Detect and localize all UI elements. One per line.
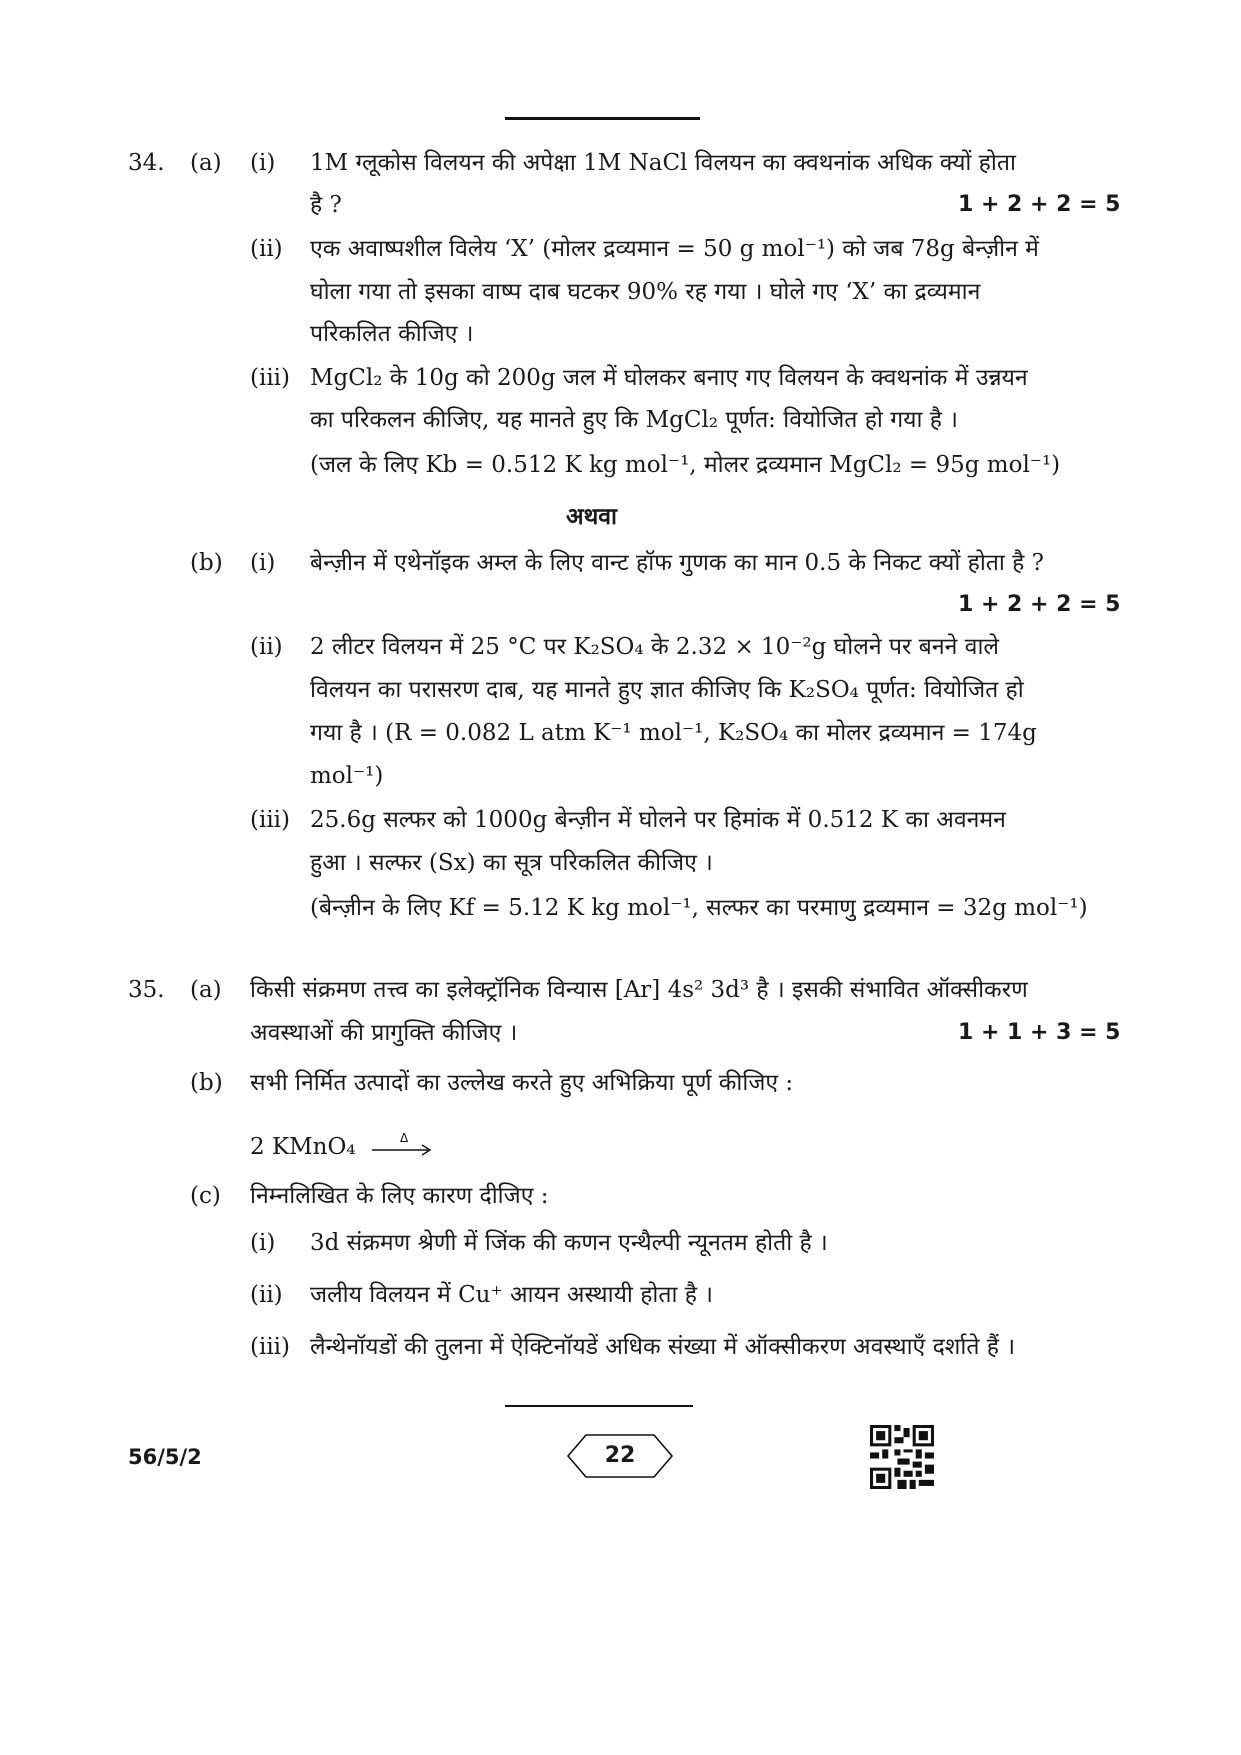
- q34-a-iii-label: (iii): [250, 365, 291, 391]
- q35-part-b-label: (b): [190, 1070, 223, 1096]
- q34-a-iii-data: (जल के लिए Kb = 0.512 K kg mol⁻¹, मोलर द्रव्यमान MgCl₂ = 95g mol⁻¹): [310, 452, 1061, 478]
- q35-c-ii-text: जलीय विलयन में Cu⁺ आयन अस्थायी होता है ।: [310, 1282, 713, 1308]
- q34-b-marks: 1 + 2 + 2 = 5: [958, 592, 1121, 617]
- q34-a-ii-line2: घोला गया तो इसका वाष्प दाब घटकर 90% रह गया । घोले गए ‘X’ का द्रव्यमान: [310, 279, 981, 305]
- q35-a-line1: किसी संक्रमण तत्त्व का इलेक्ट्रॉनिक विन्यास [Ar] 4s² 3d³ है । इसकी संभावित ऑक्सीकरण: [250, 977, 1028, 1003]
- q34-a-ii-line3: परिकलित कीजिए ।: [310, 321, 474, 347]
- q34-b-ii-line1: 2 लीटर विलयन में 25 °C पर K₂SO₄ के 2.32 × 10⁻²g घोलने पर बनने वाले: [310, 634, 999, 660]
- q34-b-ii-line4: mol⁻¹): [310, 763, 384, 789]
- question-35-number: 35.: [128, 977, 165, 1003]
- q35-b-equation: 2 KMnO₄: [250, 1134, 356, 1160]
- q34-b-ii-line2: विलयन का परासरण दाब, यह मानते हुए ज्ञात कीजिए कि K₂SO₄ पूर्णत: वियोजित हो: [310, 677, 1024, 703]
- q34-a-iii-line2: का परिकलन कीजिए, यह मानते हुए कि MgCl₂ पूर्णत: वियोजित हो गया है ।: [310, 407, 959, 433]
- q34-a-ii-label: (ii): [250, 236, 283, 262]
- page-number: 22: [604, 1443, 636, 1468]
- q34-b-iii-line1: 25.6g सल्फर को 1000g बेन्ज़ीन में घोलने पर हिमांक में 0.512 K का अवनमन: [310, 807, 1006, 833]
- q34-b-iii-line2: हुआ । सल्फर (Sx) का सूत्र परिकलित कीजिए ।: [310, 850, 713, 876]
- q34-a-ii-line1: एक अवाष्पशील विलेय ‘X’ (मोलर द्रव्यमान = 50 g mol⁻¹) को जब 78g बेन्ज़ीन में: [310, 236, 1039, 262]
- q34-b-iii-data: (बेन्ज़ीन के लिए Kf = 5.12 K kg mol⁻¹, सल्फर का परमाणु द्रव्यमान = 32g mol⁻¹): [310, 895, 1088, 921]
- q35-c-ii-label: (ii): [250, 1282, 283, 1308]
- q34-a-i-label: (i): [250, 150, 276, 176]
- q34-b-ii-line3: गया है । (R = 0.082 L atm K⁻¹ mol⁻¹, K₂SO₄ का मोलर द्रव्यमान = 174g: [310, 720, 1037, 746]
- q34-a-i-line2: है ?: [310, 192, 342, 218]
- q35-part-a-label: (a): [190, 977, 222, 1003]
- q35-marks: 1 + 1 + 3 = 5: [958, 1020, 1121, 1045]
- top-rule: [505, 117, 700, 120]
- q35-a-line2: अवस्थाओं की प्रागुक्ति कीजिए ।: [250, 1020, 518, 1046]
- q35-c-i-label: (i): [250, 1230, 276, 1256]
- q34-b-ii-label: (ii): [250, 634, 283, 660]
- bottom-rule: [505, 1405, 693, 1407]
- q35-c-line1: निम्नलिखित के लिए कारण दीजिए :: [250, 1183, 549, 1209]
- qr-code-icon: [870, 1425, 934, 1489]
- q34-part-b-label: (b): [190, 550, 223, 576]
- q34-part-a-label: (a): [190, 150, 222, 176]
- q35-c-iii-text: लैन्थेनॉयडों की तुलना में ऐक्टिनॉयडें अधिक संख्या में ऑक्सीकरण अवस्थाएँ दर्शाते हैं ।: [310, 1334, 1016, 1360]
- q35-c-iii-label: (iii): [250, 1334, 291, 1360]
- reaction-arrow-icon: [370, 1130, 436, 1160]
- q34-b-iii-label: (iii): [250, 807, 291, 833]
- q34-b-i-line1: बेन्ज़ीन में एथेनॉइक अम्ल के लिए वान्ट हॉफ गुणक का मान 0.5 के निकट क्यों होता है ?: [310, 550, 1045, 576]
- q35-b-line1: सभी निर्मित उत्पादों का उल्लेख करते हुए अभिक्रिया पूर्ण कीजिए :: [250, 1070, 794, 1096]
- question-34-number: 34.: [128, 150, 165, 176]
- heat-symbol: Δ: [400, 1131, 409, 1145]
- or-separator: अथवा: [566, 503, 618, 530]
- q35-part-c-label: (c): [190, 1183, 221, 1209]
- q34-b-i-label: (i): [250, 550, 276, 576]
- paper-code: 56/5/2: [128, 1445, 202, 1469]
- q35-c-i-text: 3d संक्रमण श्रेणी में जिंक की कणन एन्थैल्पी न्यूनतम होती है ।: [310, 1230, 828, 1256]
- q34-a-i-line1: 1M ग्लूकोस विलयन की अपेक्षा 1M NaCl विलयन का क्वथनांक अधिक क्यों होता: [310, 150, 1016, 176]
- q34-a-iii-line1: MgCl₂ के 10g को 200g जल में घोलकर बनाए गए विलयन के क्वथनांक में उन्नयन: [310, 365, 1028, 391]
- q34-a-marks: 1 + 2 + 2 = 5: [958, 192, 1121, 217]
